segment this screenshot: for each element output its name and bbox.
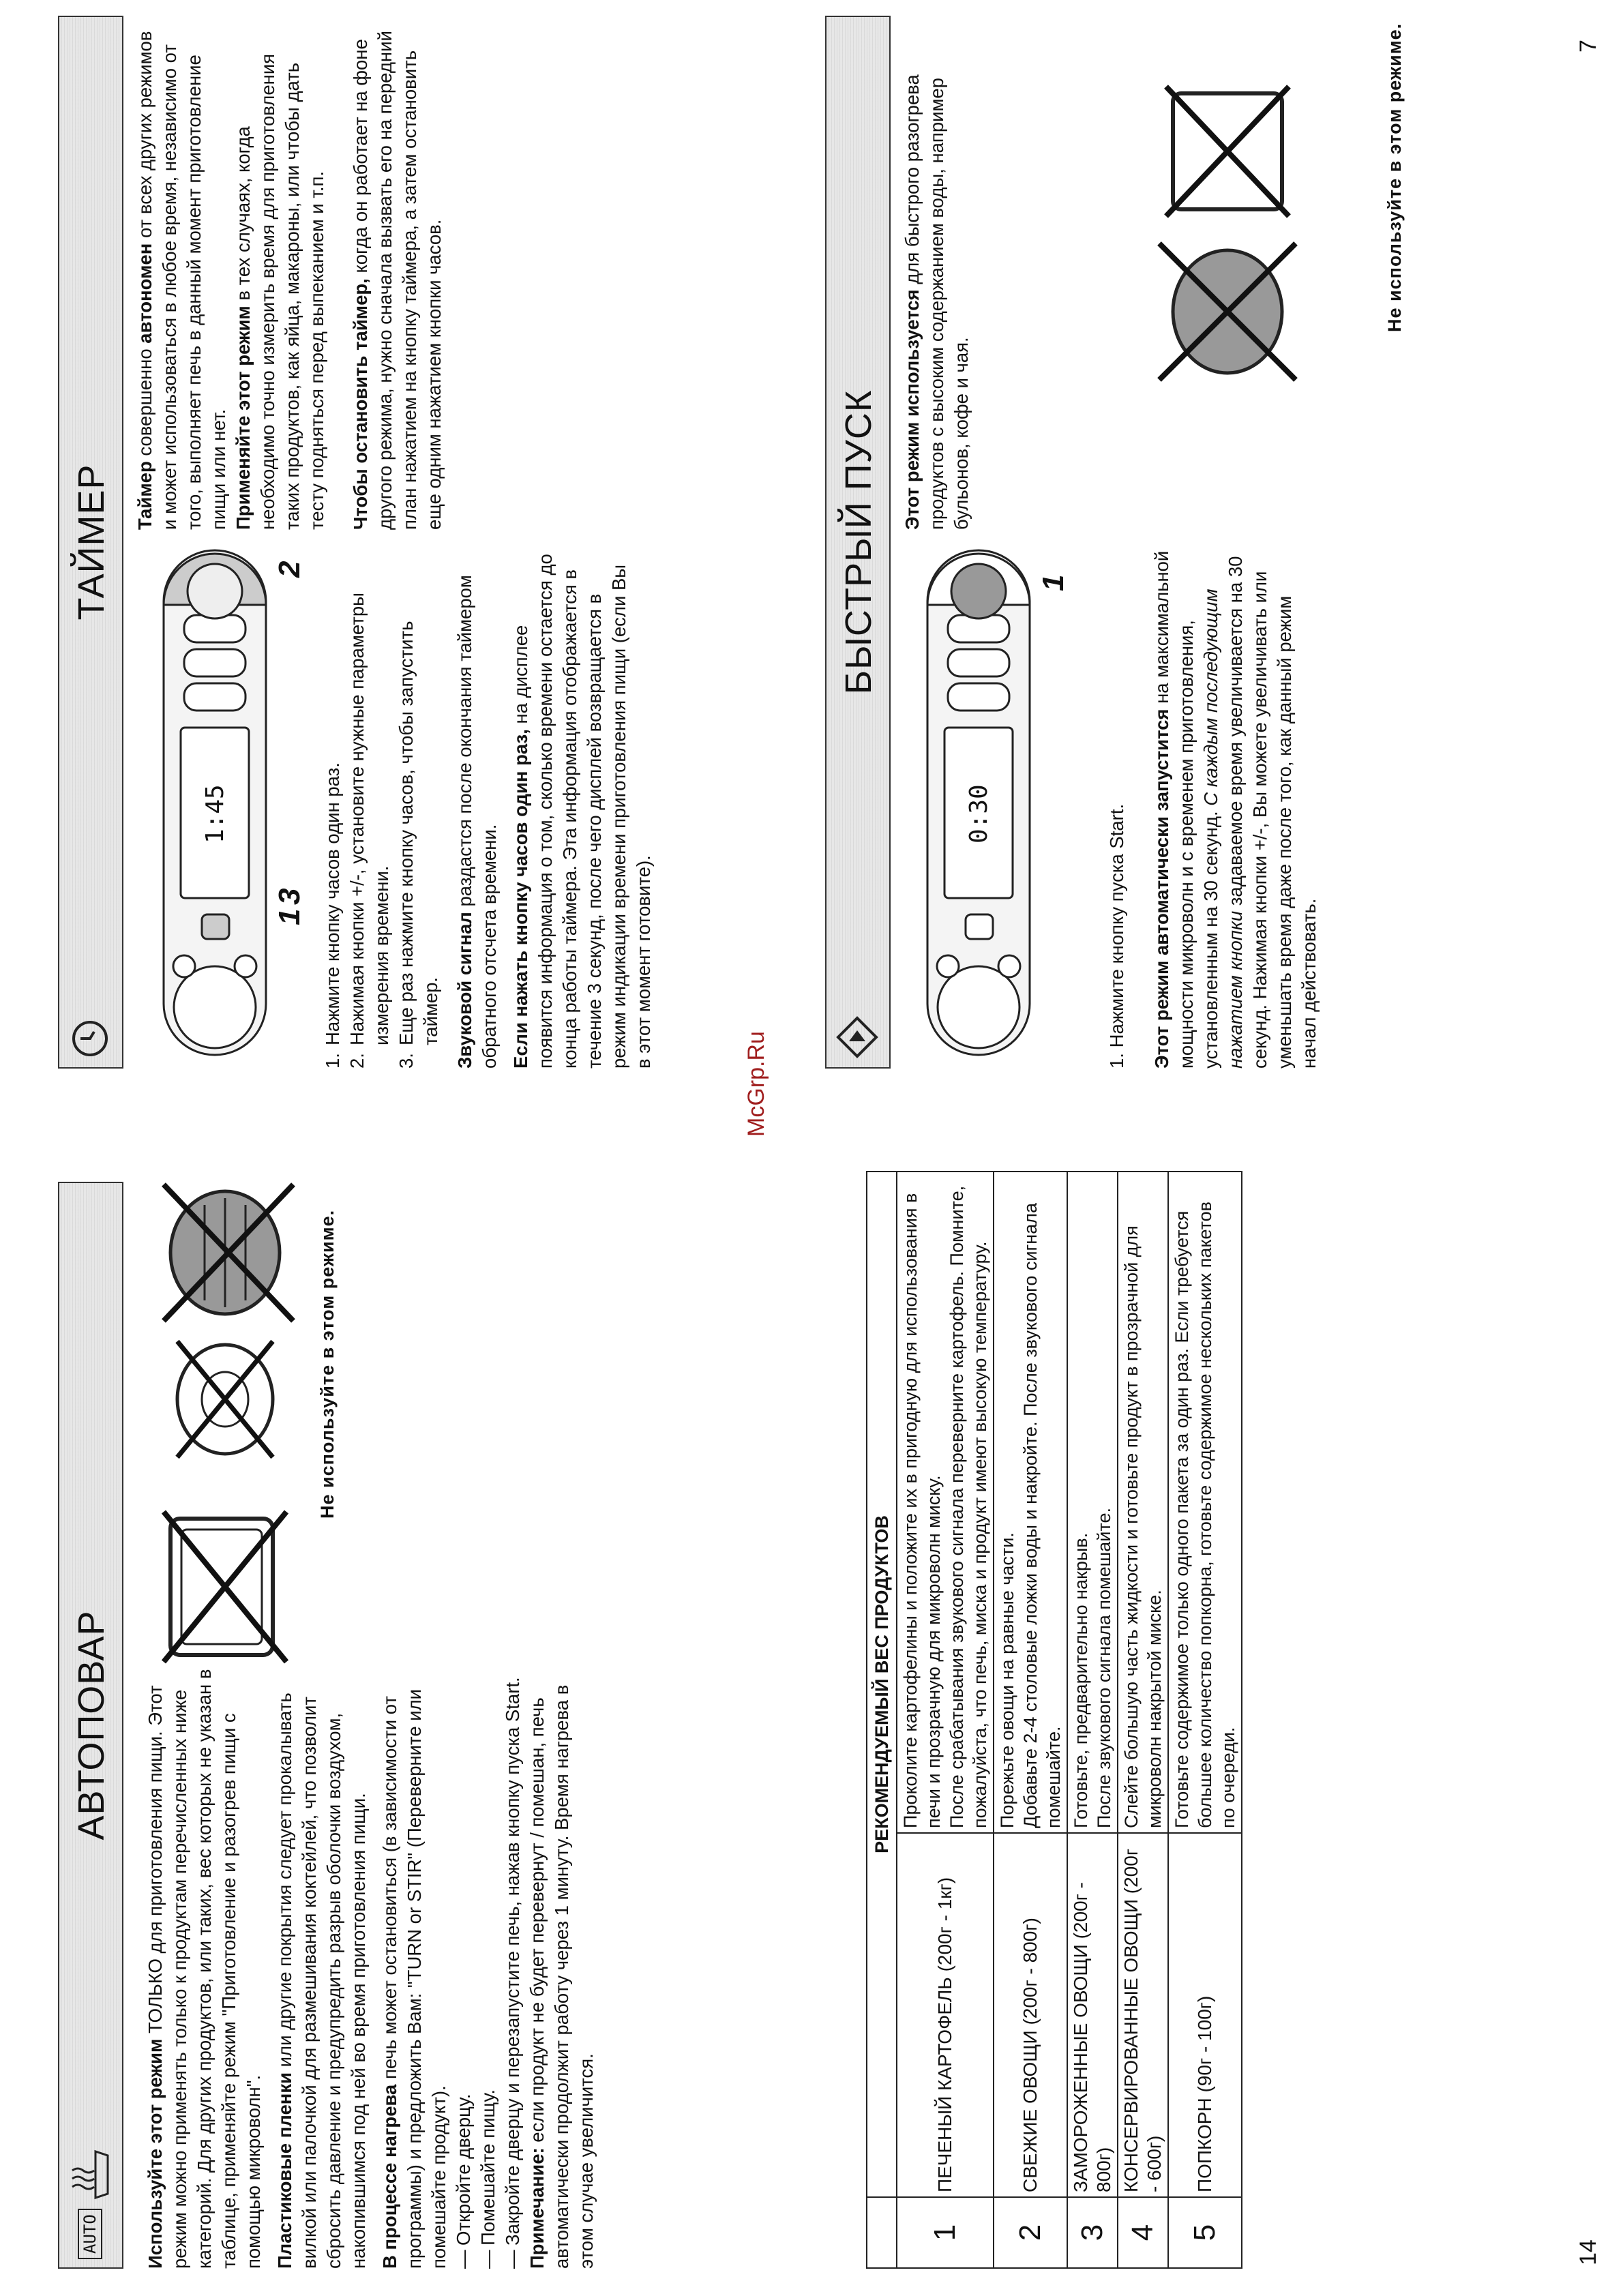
crossed-grill-icon bbox=[164, 1184, 293, 1321]
quick-header-bar bbox=[825, 16, 891, 1069]
table-header: РЕКОМЕНДУЕМЫЙ ВЕС ПРОДУКТОВ bbox=[867, 1172, 897, 2197]
timer-callout-1: 1 bbox=[273, 908, 306, 925]
timer-control-panel bbox=[136, 537, 307, 1069]
timer-title: ТАЙМЕР bbox=[71, 464, 112, 621]
not-use-images bbox=[150, 1178, 307, 1669]
timer-left-text: 1. Нажмите кнопку часов один раз. 2. Нажимая кнопки +/-, установите нужные параметры измерения времени. 3. Еще раз нажмите кнопку часов, чтобы запустить таймер. Звуковой сигнал раздастся после окончания таймером обратного отсчета времени. Если нажать кнопку часов один раз, на дисплее появится информация о том, сколько времени остается до конца работы таймера. Эта информация отображается в течение 3 секунд, после чего дисплей возвращается в режим индикации времени приготовления пищи (если Вы в этот момент готовите). bbox=[321, 550, 663, 1069]
timer-step: 2. Нажимая кнопки +/-, установите нужные параметры измерения времени. bbox=[346, 593, 392, 1069]
crossed-turntable-icon bbox=[177, 1341, 273, 1457]
auto-step: — Закройте дверцу и перезапустите печь, нажав кнопку пуска Start. bbox=[502, 1677, 523, 2269]
crossed-dish-icon bbox=[1166, 87, 1289, 216]
auto-not-use-caption: Не используйте в этом режиме. bbox=[317, 1209, 338, 1519]
quick-display-value: 0:30 bbox=[965, 784, 993, 844]
timer-step: 1. Нажмите кнопку часов один раз. bbox=[322, 762, 343, 1069]
timer-callout-3: 3 bbox=[273, 888, 306, 905]
timer-header-bar bbox=[58, 16, 123, 1069]
auto-p2-text: или другие покрытия следует прокалывать вилкой или палочкой для размешивания коктейлей, что позволит сбросить давление и предупредить разрыв оболочки воздухом, накопившимся под ней во время приготовления пищи. bbox=[274, 1693, 369, 2269]
auto-step: — Откройте дверцу. bbox=[453, 2093, 474, 2269]
auto-p3-bold: В процессе нагрева bbox=[379, 2084, 400, 2269]
auto-label-icon: AUTO bbox=[78, 2209, 102, 2259]
quick-not-use-caption: Не используйте в этом режиме. bbox=[1384, 23, 1405, 332]
watermark: McGrp.Ru bbox=[743, 1031, 769, 1137]
auto-steps bbox=[451, 1669, 525, 2269]
table-row: 1 ПЕЧЕНЫЙ КАРТОФЕЛЬ (200г - 1кг) Проколите картофелины и положите их в пригодную для использования в печи и прозрачную для микроволн миску. После срабатывания звукового сигнала переверните картофель. Помните, пожалуйста, что печь, миска и продукт имеют высокую температуру. bbox=[897, 1172, 994, 2268]
page-number-left: 14 bbox=[1575, 2239, 1601, 2265]
quick-right-text: Этот режим используется для быстрого разогрева продуктов с высоким содержанием воды, например бульонов, кофе и чая. bbox=[902, 74, 972, 530]
table-row: 3 ЗАМОРОЖЕННЫЕ ОВОЩИ (200г - 800г) Готовьте, предварительно накрыв. После звукового сигнала помешайте. bbox=[1067, 1172, 1118, 2268]
quick-callout: 1 bbox=[1037, 574, 1070, 591]
auto-p1-bold: Используйте этот режим bbox=[145, 2038, 166, 2269]
timer-callout-2: 2 bbox=[273, 561, 306, 578]
auto-p3-text: печь может остановиться (в зависимости от программы) и предложить Вам: "TURN or STIR" (Переверните или помешайте продукт). bbox=[379, 1688, 449, 2269]
table-row: 2 СВЕЖИЕ ОВОЩИ (200г - 800г) Порежьте овощи на равные части. Добавьте 2-4 столовые ложки воды и накройте. После звукового сигнала помешайте. bbox=[994, 1172, 1067, 2268]
auto-note-bold: Примечание: bbox=[526, 2147, 548, 2269]
quick-not-use-images bbox=[1057, 73, 1371, 387]
crossed-dish-icon bbox=[164, 1512, 286, 1662]
auto-p1-text: ТОЛЬКО для приготовления пищи. Этот режим можно применять только к продуктам перечисленных ниже категорий. Для других продуктов, или таких, вес которых не указан в таблице, применяйте режим "Приготовление и разогрев пищи с помощью микроволн". bbox=[145, 1669, 264, 2269]
auto-p2-bold: Пластиковые пленки bbox=[274, 2072, 295, 2269]
timer-steps bbox=[321, 550, 443, 1069]
right-page bbox=[0, 18, 1623, 1069]
timer-display-value: 1:45 bbox=[201, 784, 229, 844]
quick-control-panel bbox=[900, 537, 1071, 1069]
auto-step: — Помешайте пищу. bbox=[477, 2089, 498, 2269]
weights-table bbox=[866, 1171, 1242, 2269]
page-number-right: 7 bbox=[1575, 40, 1601, 53]
auto-note-text: если продукт не будет перевернут / помешан, печь автоматически продолжит работу через 1 минуту. Время нагрева в этом случае увеличится. bbox=[526, 1684, 597, 2269]
auto-title: АВТОПОВАР bbox=[71, 1610, 112, 1840]
quick-left-text: 1. Нажмите кнопку пуска Start. Этот режим автоматически запустится на максимальной мощности микроволн и с временем приготовления, установленным на 30 секунд. С каждым последующим нажатием кнопки задаваемое время увеличивается на 30 секунд. Нажимая кнопки +/-, Вы можете увеличивать или уменьшать время даже после того, как данный режим начал действовать. bbox=[1106, 550, 1320, 1069]
auto-header-bar bbox=[58, 1182, 123, 2269]
timer-step: 3. Еще раз нажмите кнопку часов, чтобы запустить таймер. bbox=[396, 621, 441, 1069]
crossed-grill-icon bbox=[1159, 243, 1296, 380]
table-row: 5 ПОПКОРН (90г - 100г) Готовьте содержимое только одного пакета за один раз. Если требуется большее количество попкорна, готовьте содержимое нескольких пакетов по очереди. bbox=[1168, 1172, 1242, 2268]
timer-right-text: Таймер совершенно автономен от всех других режимов и может использоваться в любое время, независимо от того, выполняет печь в данный момент приготовление пищи или нет. Применяйте этот режим в тех случаях, когда необходимо точно измерить время для приготовления таких продуктов, как яйца, макароны, или чтобы дать тесту подняться перед выпеканием и т.п. Чтобы остановить таймер, когда он работает на фоне другого режима, нужно сначала вызвать его на передний план нажатием на кнопку таймера, а затем остановить еще одним нажатием кнопки часов. bbox=[134, 31, 445, 530]
quick-title: БЫСТРЫЙ ПУСК bbox=[838, 389, 879, 695]
left-page bbox=[0, 1150, 1623, 2269]
auto-text bbox=[143, 1669, 606, 2269]
table-row: 4 КОНСЕРВИРОВАННЫЕ ОВОЩИ (200г - 600г) Слейте большую часть жидкости и готовьте продукт в прозрачной для микроволн накрытой миске. bbox=[1118, 1172, 1168, 2268]
